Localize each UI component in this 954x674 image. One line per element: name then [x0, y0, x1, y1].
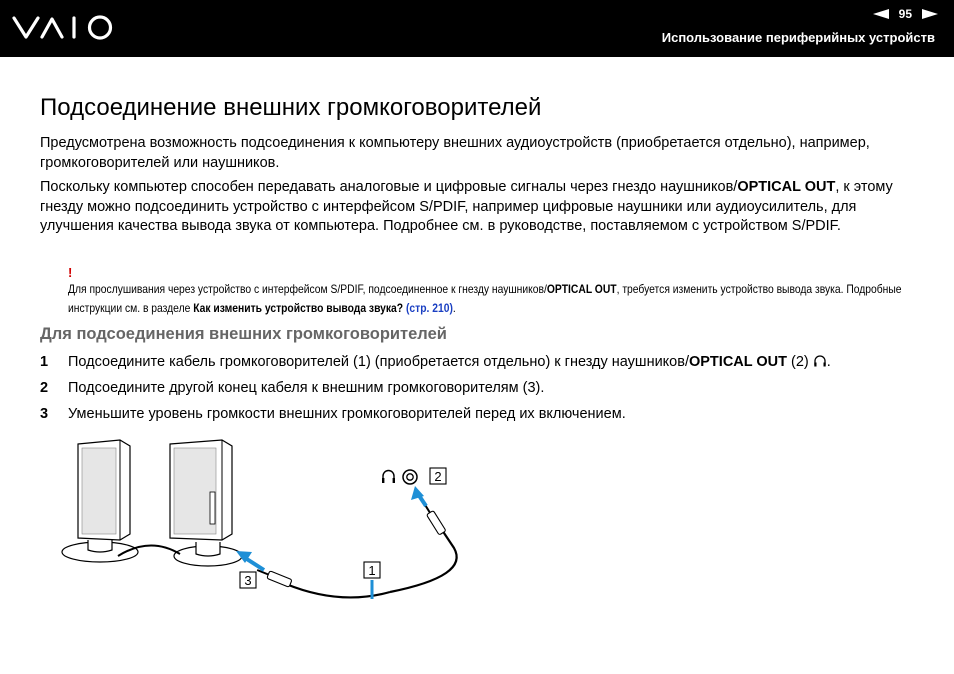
- step-1-text: Подсоедините кабель громкоговорителей (1) (приобретается отдельно) к гнезду наушников/: [68, 354, 689, 370]
- triangle-left-icon[interactable]: [873, 9, 889, 19]
- svg-text:3: 3: [244, 573, 252, 588]
- paragraph-intro: Предусмотрена возможность подсоединения к компьютеру внешних аудиоустройств (приобретается отдельно), например, громкоговорителей или наушников.: [40, 135, 870, 171]
- speaker-right-icon: [170, 440, 242, 566]
- note-text-2: , требуется изменить устройство вывода звука. Подробные инструкции см. в разделе: [68, 282, 902, 315]
- callout-2: [430, 468, 446, 484]
- page-header: [0, 0, 954, 57]
- page-number: 95: [898, 7, 912, 21]
- speaker-left-icon: [62, 440, 138, 562]
- svg-text:1: 1: [368, 563, 376, 578]
- svg-text:2: 2: [434, 469, 442, 484]
- procedure-heading: Для подсоединения внешних громкоговорителей: [40, 325, 447, 343]
- page-link[interactable]: (стр. 210): [405, 301, 453, 315]
- step-number: 2: [40, 380, 49, 396]
- speaker-connection-diagram: [60, 436, 480, 606]
- headphone-jack-icon: [813, 354, 827, 368]
- step-1-ref: (2): [787, 354, 809, 370]
- note-section-ref: Как изменить устройство вывода звука?: [193, 301, 404, 315]
- section-title: Использование периферийных устройств: [661, 30, 935, 45]
- step-1-end: .: [826, 354, 831, 370]
- paragraph-spdif-text: Поскольку компьютер способен передавать аналоговые и цифровые сигналы через гнездо наушников/: [40, 179, 738, 195]
- arrow-icon: [236, 486, 426, 570]
- step-number: 3: [40, 406, 49, 422]
- pager: [873, 7, 938, 21]
- note-text: [68, 280, 928, 318]
- step-2-text: Подсоедините другой конец кабеля к внешним громкоговорителям (3).: [68, 380, 545, 396]
- note-optical-out: OPTICAL OUT: [546, 282, 617, 296]
- audio-port-icon: [403, 470, 417, 484]
- step-3-text: Уменьшите уровень громкости внешних громкоговорителей перед их включением.: [68, 406, 626, 422]
- triangle-right-icon[interactable]: [922, 9, 938, 19]
- headphone-jack-icon: [382, 471, 395, 484]
- vaio-logo-icon: [12, 10, 122, 44]
- note-end: .: [452, 301, 456, 315]
- note-text-1: Для прослушивания через устройство с интерфейсом S/PDIF, подсоединенное к гнезду наушников/: [68, 282, 547, 296]
- paragraph-spdif: [40, 178, 920, 237]
- page-title: Подсоединение внешних громкоговорителей: [40, 94, 542, 121]
- callout-3: [240, 572, 256, 588]
- paragraph-spdif-text-2: , к этому гнезду можно подсоединить устройство с интерфейсом S/PDIF, например цифровые наушники или аудиоусилитель, для улучшения качества вывода звука от компьютера. Подробнее см. в руководстве, поставляемом с устройством S/PDIF.: [40, 179, 893, 234]
- optical-out-label: OPTICAL OUT: [737, 179, 836, 195]
- step-1-optical-out: OPTICAL OUT: [688, 354, 787, 370]
- callout-1: [364, 562, 380, 578]
- warning-mark-icon: !: [68, 265, 73, 280]
- step-number: 1: [40, 354, 49, 370]
